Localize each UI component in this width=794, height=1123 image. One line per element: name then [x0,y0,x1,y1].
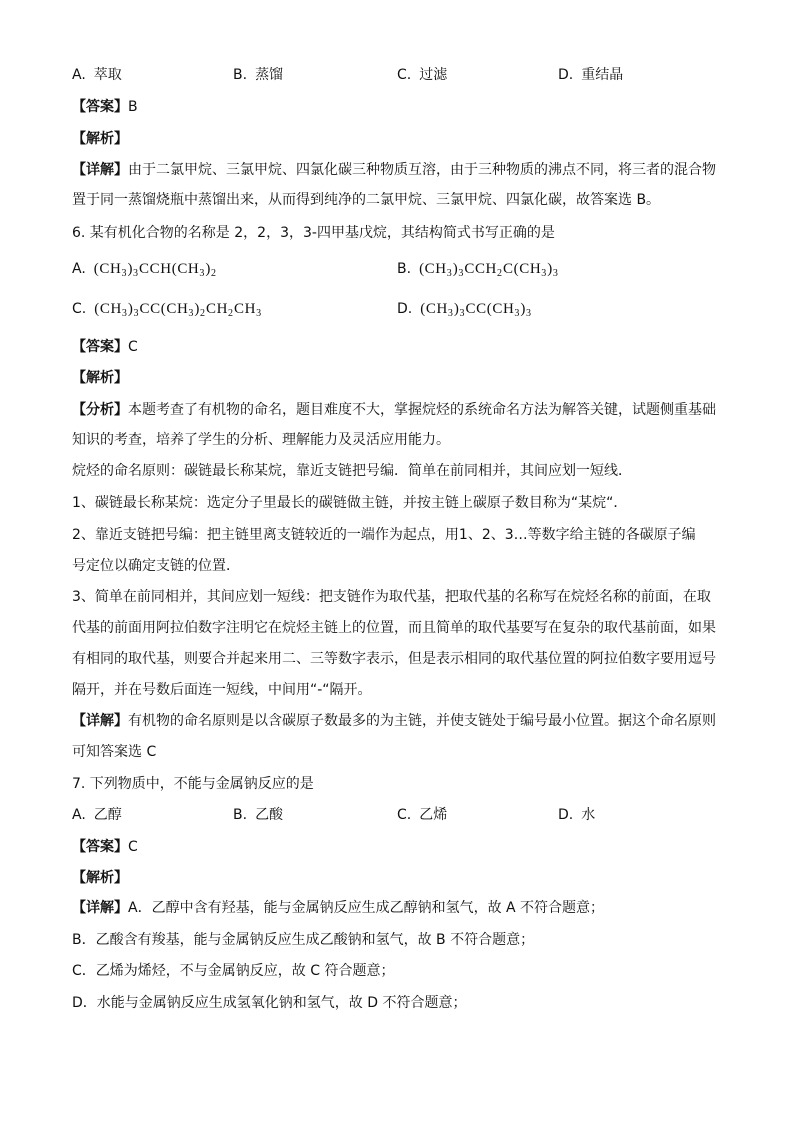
option-label: A. [72,261,86,277]
option-formula: $(CH_3)_3CC(CH_3)_3$ [420,301,531,319]
formula-subscript: 3 [514,308,520,319]
option-label: C. [72,301,87,317]
answer-value: B [128,99,138,115]
q5-detail-line-1 [72,160,716,180]
analysis-text: 1、碳链最长称某烷：选定分子里最长的碳链做主链，并按主链上碳原子数目称为“某烷“． [72,495,628,511]
q5-answer [72,97,138,117]
option-text: 乙酸 [255,807,284,823]
q5-analysis-heading [72,129,128,149]
detail-tag: 【详解】 [72,713,128,729]
q7-analysis-heading [72,868,128,888]
detail-text: A．乙醇中含有羟基，能与金属钠反应生成乙醇钠和氢气，故 A 不符合题意； [128,900,605,916]
option-text: 萃取 [93,67,122,83]
q6-analysis-line-7 [72,587,711,607]
analysis-text: 3、简单在前同相并，其间应划一短线：把支链作为取代基，把取代基的名称写在烷烃名称的前面，在取 [72,589,711,605]
q6-analysis-line-2 [72,430,450,450]
q6-analysis-line-3 [72,461,632,481]
formula-subscript: 2 [228,308,234,319]
option-text: 重结晶 [581,67,624,83]
detail-text: 由于二氯甲烷、三氯甲烷、四氯化碳三种物质互溶，由于三种物质的沸点不同，将三者的混合物 [128,162,716,178]
analysis-text: 烷烃的命名原则：碳链最长称某烷，靠近支链把号编．简单在前同相并，其间应划一短线． [72,463,632,479]
option-text: 过滤 [419,67,448,83]
option-label: D. [558,67,574,83]
q6-detail-line-2 [72,742,156,762]
detail-text: C．乙烯为烯烃，不与金属钠反应，故 C 符合题意； [72,963,395,979]
q6-stem [72,223,555,243]
option-label: B. [233,807,248,823]
formula-subscript: 3 [541,268,547,279]
formula-subscript: 3 [199,268,205,279]
option-text: 乙醇 [93,807,122,823]
analysis-tag: 【解析】 [72,131,128,147]
q7-detail-line-3 [72,961,394,981]
formula-subscript: 3 [188,308,194,319]
analysis-text: 2、靠近支链把号编：把主链里离支链较近的一端作为起点，用1、2、3…等数字给主链的各碳原子编 [72,527,696,543]
option-label: B. [397,261,412,277]
formula-subscript: 3 [121,268,127,279]
analysis-tag: 【解析】 [72,370,128,386]
q6-analysis-line-8 [72,618,716,638]
q5-options [0,65,794,89]
option-label: A. [72,67,86,83]
answer-tag: 【答案】 [72,339,128,355]
formula-subscript: 3 [447,308,453,319]
q6-option-a [72,259,217,279]
q6-option-b [397,259,559,279]
q6-detail-line-1 [72,711,716,731]
formula-subscript: 3 [552,268,558,279]
answer-value: C [128,339,138,355]
formula-subscript: 3 [133,308,139,319]
analysis-text: 号定位以确定支链的位置． [72,558,240,574]
q6-analysis-heading [72,368,128,388]
detail-tag: 【详解】 [72,900,128,916]
q6-option-c [72,299,262,319]
detail-text: 有机物的命名原则是以含碳原子数最多的为主链，并使支链处于编号最小位置。据这个命名原则 [128,713,716,729]
option-label: B. [233,67,248,83]
analysis-text: 代基的前面用阿拉伯数字注明它在烷烃主链上的位置，而且简单的取代基要写在复杂的取代基前面，如果 [72,620,716,636]
analysis-text: 知识的考查，培养了学生的分析、理解能力及灵活应用能力。 [72,432,450,448]
q6-analysis-line-9 [72,649,716,669]
q5-option-c [397,65,447,85]
question-stem: 6. 某有机化合物的名称是 2，2，3，3-四甲基戊烷，其结构简式书写正确的是 [72,225,555,241]
option-text: 蒸馏 [255,67,284,83]
formula-subscript: 3 [446,268,452,279]
answer-tag: 【答案】 [72,99,128,115]
q6-options-row-1 [0,259,794,283]
q6-analysis-line-5 [72,525,696,545]
answer-value: C [128,839,138,855]
question-stem: 7. 下列物质中，不能与金属钠反应的是 [72,776,314,792]
q6-analysis-line-1 [72,400,716,420]
option-label: D. [397,301,413,317]
formula-subscript: 3 [256,308,262,319]
analysis-tag: 【解析】 [72,870,128,886]
detail-text: 可知答案选 C [72,744,157,760]
q6-analysis-line-4 [72,493,627,513]
analysis-text: 本题考查了有机物的命名，题目难度不大，掌握烷烃的系统命名方法为解答关键，试题侧重基础 [128,402,716,418]
option-text: 乙烯 [419,807,448,823]
q7-detail-line-2 [72,930,534,950]
detail-text: 置于同一蒸馏烧瓶中蒸馏出来，从而得到纯净的二氯甲烷、三氯甲烷、四氯化碳，故答案选 B。 [72,192,661,208]
analysis-text: 有相同的取代基，则要合并起来用二、三等数字表示，但是表示相同的取代基位置的阿拉伯数字要用逗号 [72,651,716,667]
option-formula: $(CH_3)_3CCH(CH_3)_2$ [93,261,216,279]
q7-options [0,805,794,829]
q5-option-d [558,65,623,85]
q7-detail-line-4 [72,993,466,1013]
option-label: D. [558,807,574,823]
q6-option-d [397,299,532,319]
formula-subscript: 3 [525,308,531,319]
q5-detail-line-2 [72,190,660,210]
formula-subscript: 3 [133,268,139,279]
q6-answer [72,337,138,357]
q7-stem [72,774,314,794]
option-formula: $(CH_3)_3CCH_2C(CH_3)_3$ [419,261,558,279]
formula-subscript: 3 [458,268,464,279]
detail-text: D．水能与金属钠反应生成氢氧化钠和氢气，故 D 不符合题意； [72,995,467,1011]
answer-tag: 【答案】 [72,839,128,855]
analysis-text: 隔开，并在号数后面连一短线，中间用“-“隔开。 [72,682,372,698]
analysis-head-tag: 【分析】 [72,402,128,418]
q7-detail-line-1 [72,898,604,918]
option-label: C. [397,807,412,823]
detail-tag: 【详解】 [72,162,128,178]
formula-subscript: 3 [121,308,127,319]
q6-analysis-line-10 [72,680,372,700]
option-text: 水 [581,807,596,823]
formula-subscript: 2 [496,268,502,279]
q7-option-d [558,805,595,825]
formula-subscript: 3 [459,308,465,319]
q7-option-a [72,805,122,825]
q7-answer [72,837,138,857]
formula-subscript: 2 [210,268,216,279]
detail-text: B．乙酸含有羧基，能与金属钠反应生成乙酸钠和氢气，故 B 不符合题意； [72,932,535,948]
formula-subscript: 2 [199,308,205,319]
q5-option-a [72,65,122,85]
option-label: A. [72,807,86,823]
option-formula: $(CH_3)_3CC(CH_3)_2CH_2CH_3$ [94,301,262,319]
q6-options-row-2 [0,299,794,323]
q7-option-c [397,805,447,825]
option-label: C. [397,67,412,83]
q5-option-b [233,65,283,85]
q7-option-b [233,805,283,825]
q6-analysis-line-6 [72,556,240,576]
